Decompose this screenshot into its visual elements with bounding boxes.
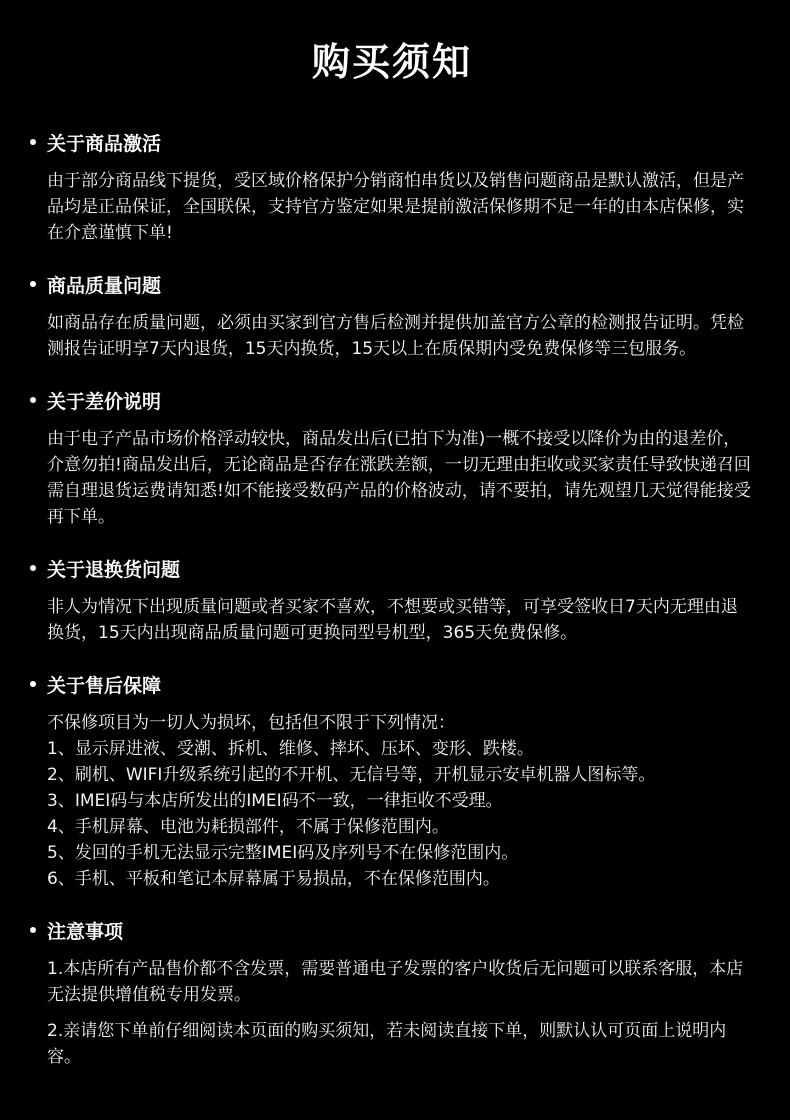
section-title: 关于商品激活 [47,132,162,155]
warranty-exclusion-list [30,710,754,892]
list-item: 5、发回的手机无法显示完整IMEI码及序列号不在保修范围内。 [47,843,519,863]
list-item: 1、显示屏进液、受潮、拆机、维修、摔坏、压坏、变形、跌楼。 [47,739,534,759]
bullet-dot-icon [30,397,36,403]
section-text: 由于部分商品线下提货，受区域价格保护分销商怕串货以及销售问题商品是默认激活，但是产品均是正品保证，全国联保，支持官方鉴定如果是提前激活保修期不足一年的由本店保修，实在介意谨慎下单! [47,171,744,243]
section-title: 注意事项 [47,920,124,943]
bullet-dot-icon [30,681,36,687]
section-title: 商品质量问题 [47,274,162,297]
list-item: 2、刷机、WIFI升级系统引起的不开机、无信号等，开机显示安卓机器人图标等。 [47,765,656,785]
section-quality-issues [30,268,754,362]
section-text: 1.本店所有产品售价都不含发票，需要普通电子发票的客户收货后无问题可以联系客服，本店无法提供增值税专用发票。 [47,959,744,1005]
bullet-dot-icon [30,139,36,145]
bullet-dot-icon [30,927,36,933]
section-header [30,384,754,416]
section-text: 如商品存在质量问题，必须由买家到官方售后检测并提供加盖官方公章的检测报告证明。凭检测报告证明享7天内退货，15天内换货，15天以上在质保期内受免费保修等三包服务。 [47,313,744,359]
section-text: 由于电子产品市场价格浮动较快，商品发出后(已拍下为准)一概不接受以降价为由的退差价，介意勿拍!商品发出后，无论商品是否存在涨跌差额，一切无理由拒收或买家责任导致快递召回需自理退货运费请知悉!如不能接受数码产品的价格波动，请不要拍，请先观望几天觉得能接受再下单。 [47,429,751,527]
bullet-dot-icon [30,281,36,287]
section-header [30,668,754,700]
section-header [30,552,754,584]
section-text: 非人为情况下出现质量问题或者买家不喜欢，不想要或买错等，可享受签收日7天内无理由退换货，15天内出现商品质量问题可更换同型号机型，365天免费保修。 [47,597,738,643]
section-price-difference [30,384,754,530]
bullet-dot-icon [30,565,36,571]
section-header [30,268,754,300]
section-title: 关于售后保障 [47,674,162,697]
list-item: 3、IMEI码与本店所发出的IMEI码不一致，一律拒收不受理。 [47,791,503,811]
list-item: 不保修项目为一切人为损坏，包括但不限于下列情况： [47,713,455,733]
section-product-activation [30,126,754,246]
page-title: 购买须知 [311,40,472,84]
section-title: 关于退换货问题 [47,558,181,581]
section-header [30,126,754,158]
list-item: 6、手机、平板和笔记本屏幕属于易损品，不在保修范围内。 [47,869,500,889]
section-notes [30,914,754,1070]
section-title: 关于差价说明 [47,390,162,413]
section-returns-exchanges [30,552,754,646]
list-item: 4、手机屏幕、电池为耗损部件，不属于保修范围内。 [47,817,449,837]
section-text: 2.亲请您下单前仔细阅读本页面的购买须知，若未阅读直接下单，则默认认可页面上说明内容。 [47,1021,727,1067]
section-header [30,914,754,946]
section-after-sales [30,668,754,892]
